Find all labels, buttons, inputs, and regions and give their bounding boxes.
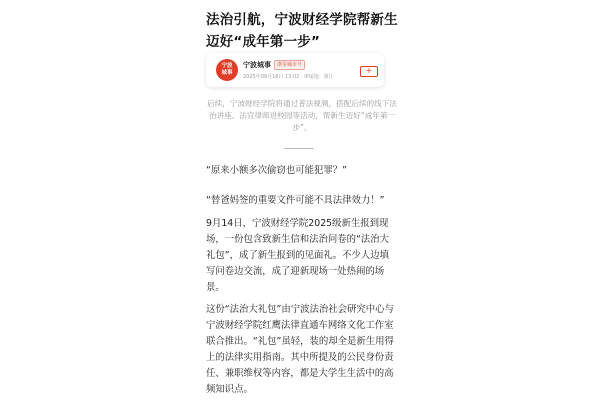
account-logo-text: 宁波城事 bbox=[221, 63, 233, 76]
follow-button[interactable] bbox=[360, 66, 378, 77]
account-logo[interactable] bbox=[216, 59, 238, 81]
article-paragraph: 这份“法治大礼包”由宁波法治社会研究中心与宁波财经学院红鹰法律直通车网络文化工作室联合推出。“礼包”虽轻，装的却全是新生用得上的法律实用指南。其中所提及的公民身份责任、兼职维权等内容，都是大学生生活中的高频知识点。 bbox=[206, 304, 394, 395]
summary-divider bbox=[284, 148, 314, 149]
article-title: 法治引航，宁波财经学院帮新生迈好“成年第一步” bbox=[206, 12, 398, 50]
article-summary: 后续，宁波财经学院将通过普法视频，搭配后续的线下法治讲座、法官律师进校园等活动，帮新生迈好“成年第一步”。 bbox=[207, 99, 397, 132]
article-paragraph: 9月14日，宁波财经学院2025级新生报到现场，一份包含致新生信和法治问卷的“法治大礼包”，成了新生报到的见面礼。不少人边填写问卷边交流，成了迎新现场一处热闹的场景。 bbox=[206, 218, 389, 293]
article-paragraph: “原来小额多次偷窃也可能犯罪？” bbox=[206, 165, 347, 176]
article-paragraph: “替爸妈签的重要文件可能不具法律效力！” bbox=[206, 195, 385, 206]
plus-icon: + bbox=[365, 66, 373, 75]
account-badge: 浙里城市号 bbox=[274, 60, 305, 70]
account-name[interactable]: 宁波城事 bbox=[243, 61, 271, 69]
publish-meta: 2025年09月16日 13:02 · IP属地：浙江 bbox=[243, 74, 334, 80]
author-card[interactable] bbox=[206, 53, 384, 87]
